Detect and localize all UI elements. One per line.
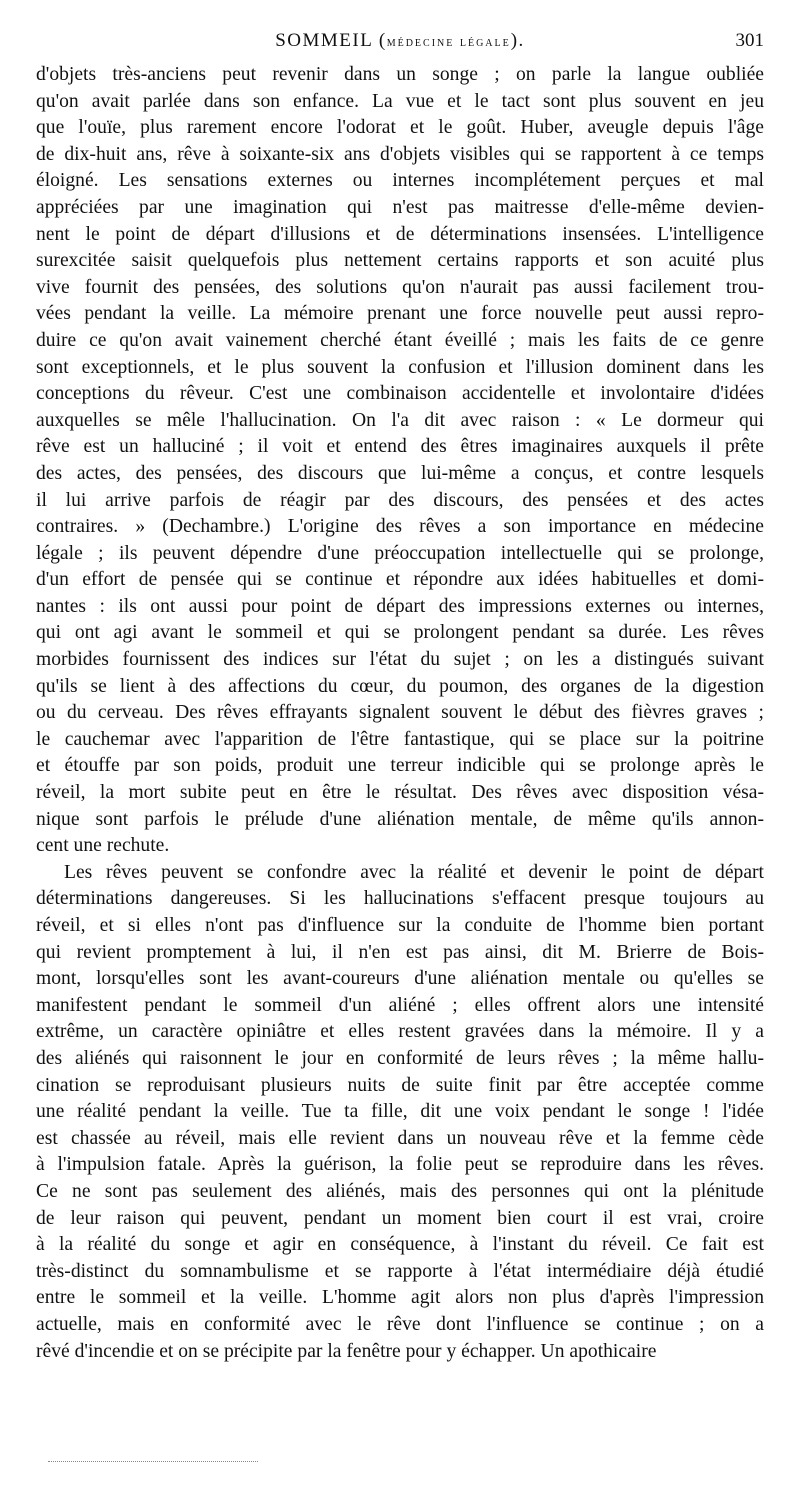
text-line: Les rêves peuvent se confondre avec la réalité et devenir le point de départ	[64, 861, 764, 883]
text-line: actuelle, mais en conformité avec le rêve dont l'influence se continue ; on a	[36, 1313, 764, 1335]
text-line: mont, lorsqu'elles sont les avant-coureurs d'une aliénation mentale ou qu'elles se	[36, 968, 764, 990]
text-line: qu'ils se lient à des affections du cœur, du poumon, des organes de la digestion	[36, 675, 764, 697]
header-title-end: ).	[510, 30, 525, 51]
text-line: nent le point de départ d'illusions et de déterminations insensées. L'intelligence	[36, 223, 764, 245]
text-line: Ce ne sont pas seulement des aliénés, mais des personnes qui ont la plénitude	[36, 1180, 764, 1202]
header-title-main: SOMMEIL (	[275, 30, 387, 51]
text-line: légale ; ils peuvent dépendre d'une préoccupation intellectuelle qui se prolonge,	[36, 542, 764, 564]
header-title-subject: médecine légale	[386, 35, 511, 50]
text-line: le cauchemar avec l'apparition de l'être fantastique, qui se place sur la poitrine	[36, 728, 764, 750]
text-line: il lui arrive parfois de réagir par des discours, des pensées et des actes	[36, 489, 764, 511]
text-line: conceptions du rêveur. C'est une combinaison accidentelle et involontaire d'idées	[36, 383, 764, 405]
text-line: extrême, un caractère opiniâtre et elles restent gravées dans la mémoire. Il y a	[36, 1021, 764, 1043]
text-line: sont exceptionnels, et le plus souvent la confusion et l'illusion dominent dans les	[36, 356, 764, 378]
text-line: duire ce qu'on avait vainement cherché étant éveillé ; mais les faits de ce genre	[36, 329, 764, 351]
text-line: rêve est un halluciné ; il voit et entend des êtres imaginaires auxquels il prête	[36, 436, 764, 458]
paragraph	[36, 62, 764, 860]
text-line: entre le sommeil et la veille. L'homme agit alors non plus d'après l'impression	[36, 1287, 764, 1309]
text-line: cent une rechute.	[36, 835, 170, 857]
text-line: rêvé d'incendie et on se précipite par la fenêtre pour y échapper. Un apothicaire	[36, 1340, 657, 1362]
text-line: d'un effort de pensée qui se continue et répondre aux idées habituelles et domi-	[36, 569, 764, 591]
text-line: est chassée au réveil, mais elle revient dans un nouveau rêve et la femme cède	[36, 1127, 764, 1149]
text-line: nantes : ils ont aussi pour point de départ des impressions externes ou internes,	[36, 595, 764, 617]
running-header	[36, 30, 764, 58]
header-title	[36, 30, 764, 52]
text-line: auxquelles se mêle l'hallucination. On l'a dit avec raison : « Le dormeur qui	[36, 409, 764, 431]
text-line: qui ont agi avant le sommeil et qui se prolongent pendant sa durée. Les rêves	[36, 622, 764, 644]
text-line: d'objets très-anciens peut revenir dans un songe ; on parle la langue oubliée	[36, 64, 764, 85]
text-line: vive fournit des pensées, des solutions qu'on n'aurait pas aussi facilement trou-	[36, 276, 764, 298]
text-line: déterminations dangereuses. Si les hallucinations s'effacent presque toujours au	[36, 888, 764, 910]
text-line: qui revient promptement à lui, il n'en est pas ainsi, dit M. Brierre de Bois-	[36, 941, 764, 963]
text-line: qu'on avait parlée dans son enfance. La vue et le tact sont plus souvent en jeu	[36, 90, 764, 112]
text-line: à l'impulsion fatale. Après la guérison, la folie peut se reproduire dans les rêves.	[36, 1154, 764, 1176]
text-line: ou du cerveau. Des rêves effrayants signalent souvent le début des fièvres graves ;	[36, 702, 764, 724]
text-line: de leur raison qui peuvent, pendant un moment bien court il est vrai, croire	[36, 1207, 764, 1229]
text-line: manifestent pendant le sommeil d'un aliéné ; elles offrent alors une intensité	[36, 994, 764, 1016]
text-line: morbides fournissent des indices sur l'état du sujet ; on les a distingués suivant	[36, 649, 764, 671]
text-line: appréciées par une imagination qui n'est pas maitresse d'elle-même devien-	[36, 196, 764, 218]
paragraph	[36, 860, 764, 1365]
text-line: contraires. » (Dechambre.) L'origine des rêves a son importance en médecine	[36, 516, 764, 538]
text-line: une réalité pendant la veille. Tue ta fille, dit une voix pendant le songe ! l'idée	[36, 1101, 764, 1123]
text-line: réveil, et si elles n'ont pas d'influence sur la conduite de l'homme bien portant	[36, 915, 764, 936]
text-line: à la réalité du songe et agir en conséquence, à l'instant du réveil. Ce fait est	[36, 1234, 764, 1256]
text-line: et étouffe par son poids, produit une terreur indicible qui se prolonge après le	[36, 755, 764, 777]
body-text	[36, 62, 764, 1365]
text-line: nique sont parfois le prélude d'une aliénation mentale, de même qu'ils annon-	[36, 808, 764, 830]
footer-rule	[48, 1461, 258, 1462]
text-line: que l'ouïe, plus rarement encore l'odorat et le goût. Huber, aveugle depuis l'âge	[36, 117, 764, 139]
text-line: réveil, la mort subite peut en être le résultat. Des rêves avec disposition vésa-	[36, 782, 764, 804]
text-line: des aliénés qui raisonnent le jour en conformité de leurs rêves ; la même hallu-	[36, 1047, 764, 1069]
page-number: 301	[735, 30, 764, 51]
text-line: éloigné. Les sensations externes ou internes incomplétement perçues et mal	[36, 170, 764, 192]
text-line: de dix-huit ans, rêve à soixante-six ans d'objets visibles qui se rapportent à ce temps	[36, 143, 764, 165]
text-line: cination se reproduisant plusieurs nuits de suite finit par être acceptée comme	[36, 1074, 764, 1096]
text-line: vées pendant la veille. La mémoire prenant une force nouvelle peut aussi repro-	[36, 303, 764, 325]
text-line: surexcitée saisit quelquefois plus nettement certains rapports et son acuité plus	[36, 250, 764, 272]
text-line: des actes, des pensées, des discours que lui-même a conçus, et contre lesquels	[36, 462, 764, 484]
text-line: très-distinct du somnambulisme et se rapporte à l'état intermédiaire déjà étudié	[36, 1260, 764, 1282]
